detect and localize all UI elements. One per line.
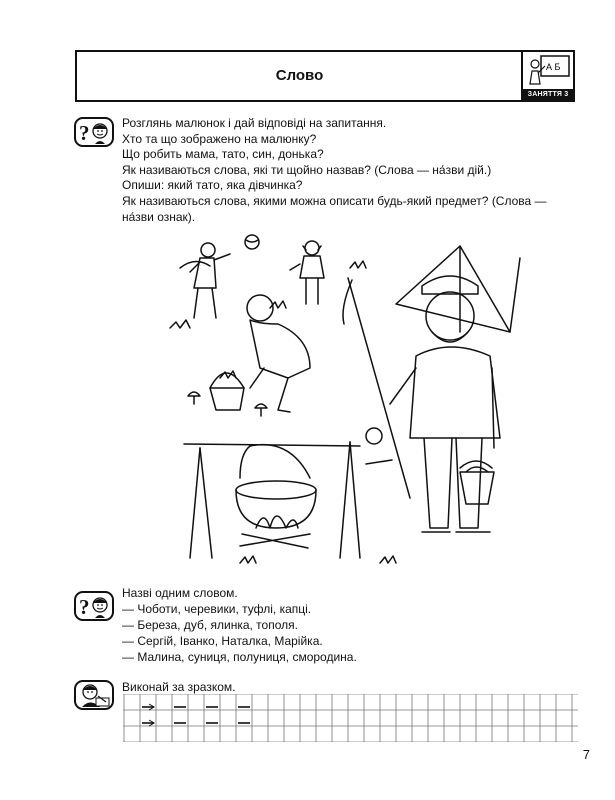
picnic-illustration (160, 228, 530, 578)
stick (190, 448, 200, 558)
task2-text (122, 585, 582, 665)
task3-line: Виконай за зразком. (122, 680, 236, 694)
boy-arm (214, 254, 230, 260)
lesson-label: ЗАНЯТТЯ 3 (523, 89, 573, 100)
question-child-icon (74, 591, 114, 621)
basket (210, 388, 244, 410)
writing-grid (123, 694, 578, 742)
stick (340, 442, 350, 558)
bucket (460, 472, 494, 504)
boy-head (201, 243, 215, 257)
mother-body (250, 320, 310, 378)
grandfather-sweater (410, 347, 500, 438)
task1-line: Розглянь малюнок і дай відповіді на запитання. (122, 116, 387, 130)
task1-text (122, 116, 582, 225)
task1-line: Що робить мама, тато, син, донька? (122, 147, 324, 162)
task1-line: на́зви ознак). (122, 209, 196, 224)
pot-rim (236, 481, 316, 499)
grandfather-arm (492, 368, 494, 448)
mother-leg (278, 378, 290, 412)
pot-handle (240, 446, 250, 478)
page-title: Слово (275, 67, 324, 84)
teacher-board-icon (527, 54, 571, 88)
grass (240, 556, 256, 563)
boy-legs (194, 288, 216, 318)
tent-pole (510, 258, 520, 332)
grandfather-leg (424, 438, 452, 528)
lesson-badge (521, 52, 573, 100)
tent (396, 246, 510, 332)
task1-line: Хто та що зображено на малюнку? (122, 131, 317, 146)
svg-text:?: ? (79, 595, 90, 619)
mushroom (188, 392, 200, 404)
grandfather-arm (390, 368, 416, 404)
mother-arm (250, 368, 264, 388)
grass (380, 556, 396, 563)
task2-line: — Береза, дуб, ялинка, тополя. (122, 618, 298, 632)
writing-child-icon (74, 680, 114, 710)
task1-line: Опиши: який тато, яка дівчинка? (122, 178, 303, 193)
fishing-reel (366, 428, 382, 444)
task2-line: — Малина, суниця, полуниця, смородина. (122, 650, 357, 664)
sample-pattern (142, 704, 250, 726)
girl-dress (300, 256, 324, 278)
svg-text:?: ? (79, 121, 90, 145)
task1-line: Як називаються слова, якими можна описати будь-який предмет? (Слова — (122, 193, 547, 208)
question-child-icon (74, 117, 114, 147)
task2-line: — Сергій, Іванко, Наталка, Марійка. (122, 634, 323, 648)
grid-lines (123, 694, 578, 742)
task2-line: — Чоботи, черевики, туфлі, капці. (122, 602, 312, 616)
mushroom (255, 404, 267, 416)
task1-line: Як називаються слова, які ти щойно назвав? (Слова — на́зви дій.) (122, 162, 492, 177)
girl-legs (306, 278, 318, 304)
title-box (75, 50, 575, 102)
grass (350, 261, 366, 268)
girl-head (305, 241, 319, 255)
firewood (240, 534, 310, 548)
grandfather-leg (456, 438, 482, 528)
page-number: 7 (582, 747, 590, 762)
grass (170, 320, 190, 328)
board-text: А Б (546, 62, 561, 72)
task2-line: Назві одним словом. (122, 586, 238, 600)
mother-head (247, 295, 273, 321)
